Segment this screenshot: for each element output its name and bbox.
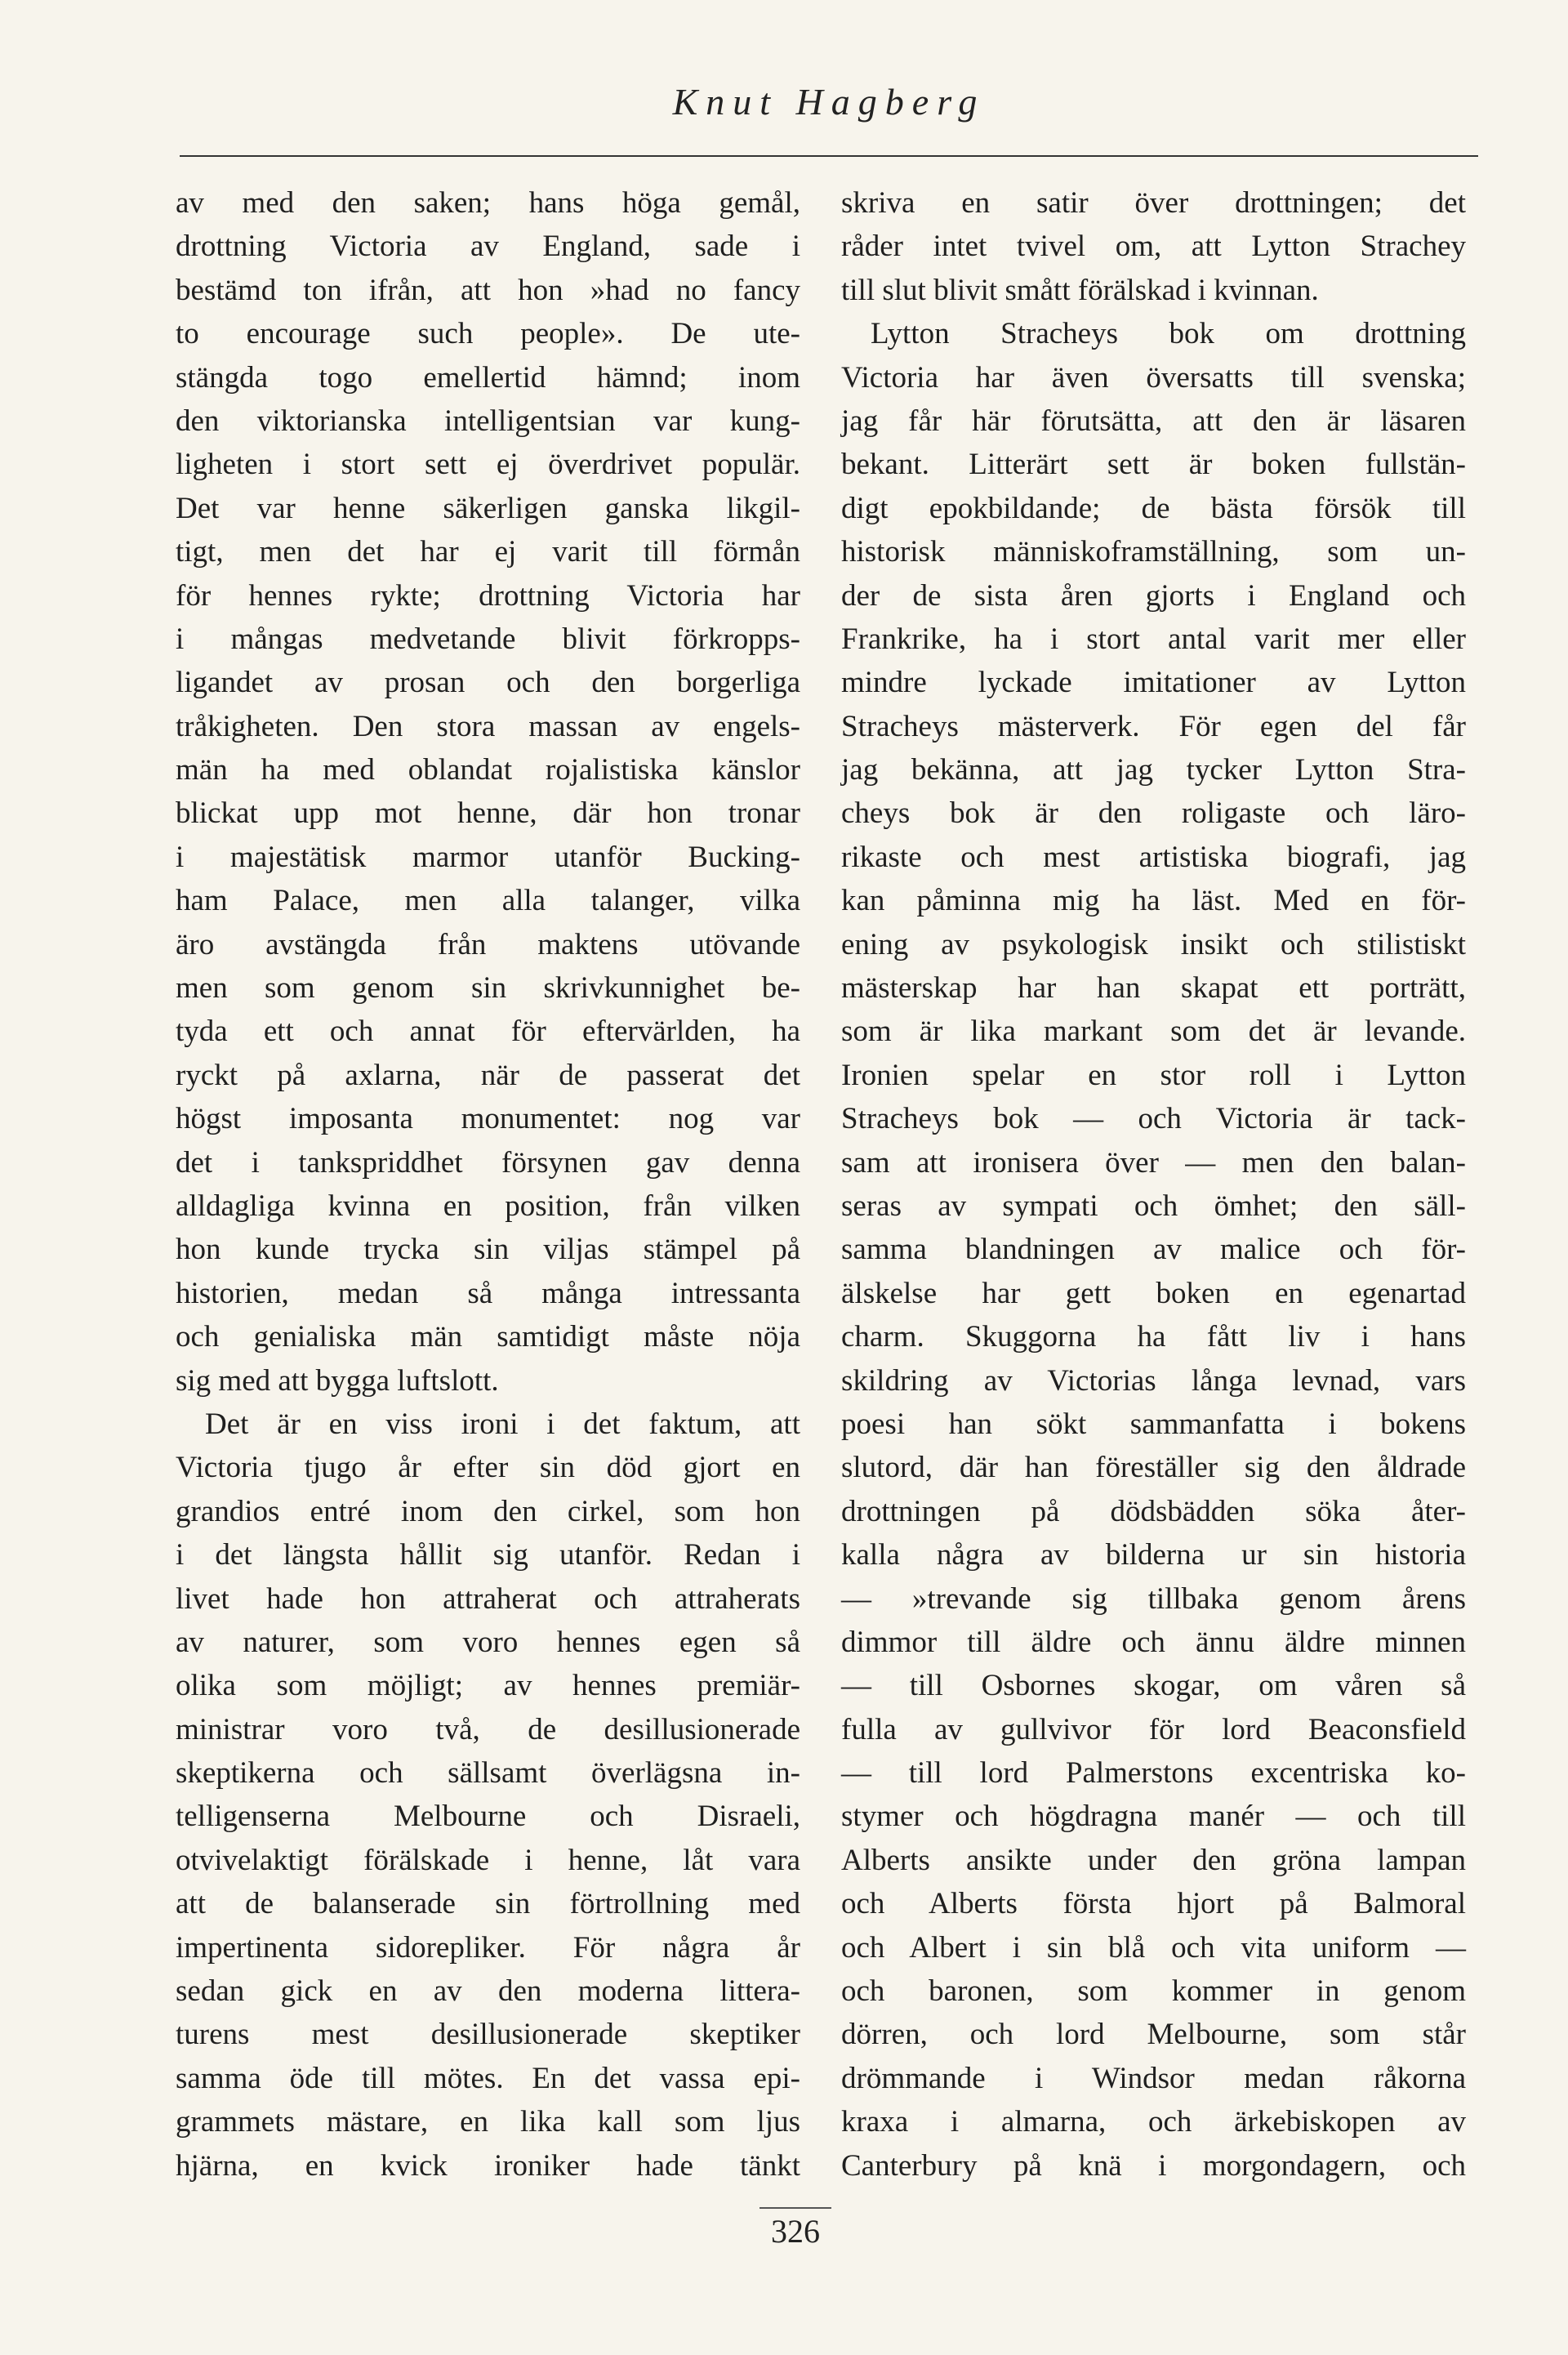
text-line: att de balanserade sin förtrollning med [176, 1887, 800, 1921]
text-line: Stracheys bok — och Victoria är tack- [841, 1102, 1466, 1136]
text-line: livet hade hon attraherat och attraherats [176, 1581, 800, 1616]
text-line: otvivelaktigt förälskade i henne, låt vara [176, 1843, 800, 1877]
text-line: Victoria har även översatts till svenska; [841, 360, 1466, 395]
text-line: skriva en satir över drottningen; det [841, 186, 1466, 220]
page-number-footer [0, 2207, 1568, 2250]
text-line: — »trevande sig tillbaka genom årens [841, 1581, 1466, 1616]
running-title: Knut Hagberg [672, 81, 986, 123]
text-line: och Alberts första hjort på Balmoral [841, 1887, 1466, 1921]
text-line: sam att ironisera över — men den balan- [841, 1145, 1466, 1180]
text-line: der de sista åren gjorts i England och [841, 578, 1466, 613]
text-line: drömmande i Windsor medan råkorna [841, 2061, 1466, 2095]
text-line: impertinenta sidorepliker. För några år [176, 1930, 800, 1965]
text-line: i majestätisk marmor utanför Bucking- [176, 840, 800, 874]
text-line: rikaste och mest artistiska biografi, jag [841, 840, 1466, 874]
text-line: ligandet av prosan och den borgerliga [176, 666, 800, 700]
text-line: poesi han sökt sammanfatta i bokens [841, 1407, 1466, 1441]
text-line: samma blandningen av malice och för- [841, 1233, 1466, 1267]
text-line: historisk människoframställning, som un- [841, 535, 1466, 569]
text-line: Ironien spelar en stor roll i Lytton [841, 1058, 1466, 1092]
text-line: — till lord Palmerstons excentriska ko- [841, 1756, 1466, 1791]
text-line: telligenserna Melbourne och Disraeli, [176, 1800, 800, 1834]
paragraph-end-line: sig med att bygga luftslott. [176, 1363, 499, 1398]
text-line: olika som möjligt; av hennes premiär- [176, 1669, 800, 1703]
text-line: Frankrike, ha i stort antal varit mer eller [841, 622, 1466, 656]
text-line: bekant. Litterärt sett är boken fullstän- [841, 448, 1466, 482]
text-line: mästerskap har han skapat ett porträtt, [841, 971, 1466, 1006]
text-line: blickat upp mot henne, där hon tronar [176, 796, 800, 831]
text-line: skildring av Victorias långa levnad, vars [841, 1363, 1466, 1398]
text-line: den viktorianska intelligentsian var kung- [176, 404, 800, 438]
right-column [841, 181, 1466, 2188]
text-line: grandios entré inom den cirkel, som hon [176, 1494, 800, 1528]
text-line: kalla några av bilderna ur sin historia [841, 1538, 1466, 1572]
text-line: älskelse har gett boken en egenartad [841, 1276, 1466, 1310]
page-header [180, 65, 1478, 157]
text-line: stängda togo emellertid hämnd; inom [176, 360, 800, 395]
text-line: Alberts ansikte under den gröna lampan [841, 1843, 1466, 1877]
text-line: som är lika markant som det är levande. [841, 1015, 1466, 1049]
text-line: skeptikerna och sällsamt överlägsna in- [176, 1756, 800, 1791]
text-line: av naturer, som voro hennes egen så [176, 1625, 800, 1659]
text-line: Victoria tjugo år efter sin död gjort en [176, 1451, 800, 1485]
text-line: ryckt på axlarna, när de passerat det [176, 1058, 800, 1092]
text-line: dimmor till äldre och ännu äldre minnen [841, 1625, 1466, 1659]
left-column [176, 181, 800, 2188]
paragraph-start-line: Lytton Stracheys bok om drottning [871, 317, 1466, 351]
text-line: drottningen på dödsbädden söka åter- [841, 1494, 1466, 1528]
text-line: och Albert i sin blå och vita uniform — [841, 1930, 1466, 1965]
text-line: historien, medan så många intressanta [176, 1276, 800, 1310]
text-line: hon kunde trycka sin viljas stämpel på [176, 1233, 800, 1267]
page-number: 326 [760, 2207, 831, 2250]
text-line: män ha med oblandat rojalistiska känslor [176, 753, 800, 787]
text-line: ministrar voro två, de desillusionerade [176, 1712, 800, 1746]
text-line: to encourage such people». De ute- [176, 317, 800, 351]
text-line: — till Osbornes skogar, om våren så [841, 1669, 1466, 1703]
text-line: i det längsta hållit sig utanför. Redan i [176, 1538, 800, 1572]
text-line: men som genom sin skrivkunnighet be- [176, 971, 800, 1006]
text-line: råder intet tvivel om, att Lytton Strachey [841, 230, 1466, 264]
text-line: dörren, och lord Melbourne, som står [841, 2018, 1466, 2052]
text-line: sedan gick en av den moderna littera- [176, 1974, 800, 2009]
text-line: Det var henne säkerligen ganska likgil- [176, 491, 800, 525]
text-line: och baronen, som kommer in genom [841, 1974, 1466, 2009]
text-line: tigt, men det har ej varit till förmån [176, 535, 800, 569]
text-line: slutord, där han föreställer sig den åldrade [841, 1451, 1466, 1485]
text-line: Canterbury på knä i morgondagern, och [841, 2148, 1466, 2183]
text-line: stymer och högdragna manér — och till [841, 1800, 1466, 1834]
text-line: Stracheys mästerverk. För egen del får [841, 709, 1466, 743]
text-line: fulla av gullvivor för lord Beaconsfield [841, 1712, 1466, 1746]
text-line: seras av sympati och ömhet; den säll- [841, 1189, 1466, 1223]
paragraph-end-line: till slut blivit smått förälskad i kvinnan. [841, 273, 1319, 307]
text-line: turens mest desillusionerade skeptiker [176, 2018, 800, 2052]
text-line: för hennes rykte; drottning Victoria har [176, 578, 800, 613]
paragraph-start-line: Det är en viss ironi i det faktum, att [205, 1407, 800, 1441]
text-line: kraxa i almarna, och ärkebiskopen av [841, 2105, 1466, 2139]
text-line: jag får här förutsätta, att den är läsaren [841, 404, 1466, 438]
text-line: tråkigheten. Den stora massan av engels- [176, 709, 800, 743]
text-line: ening av psykologisk insikt och stilistiskt [841, 927, 1466, 961]
text-line: högst imposanta monumentet: nog var [176, 1102, 800, 1136]
text-line: och genialiska män samtidigt måste nöja [176, 1320, 800, 1354]
text-line: ligheten i stort sett ej överdrivet populär. [176, 448, 800, 482]
text-line: av med den saken; hans höga gemål, [176, 186, 800, 220]
text-line: hjärna, en kvick ironiker hade tänkt [176, 2148, 800, 2183]
text-line: charm. Skuggorna ha fått liv i hans [841, 1320, 1466, 1354]
text-line: bestämd ton ifrån, att hon »had no fancy [176, 273, 800, 307]
text-line: cheys bok är den roligaste och läro- [841, 796, 1466, 831]
text-line: samma öde till mötes. En det vassa epi- [176, 2061, 800, 2095]
text-line: grammets mästare, en lika kall som ljus [176, 2105, 800, 2139]
text-line: ham Palace, men alla talanger, vilka [176, 884, 800, 918]
text-line: tyda ett och annat för eftervärlden, ha [176, 1015, 800, 1049]
text-line: alldagliga kvinna en position, från vilken [176, 1189, 800, 1223]
text-line: i mångas medvetande blivit förkropps- [176, 622, 800, 656]
text-line: mindre lyckade imitationer av Lytton [841, 666, 1466, 700]
text-line: det i tankspriddhet försynen gav denna [176, 1145, 800, 1180]
text-line: digt epokbildande; de bästa försök till [841, 491, 1466, 525]
text-line: jag bekänna, att jag tycker Lytton Stra- [841, 753, 1466, 787]
text-line: kan påminna mig ha läst. Med en för- [841, 884, 1466, 918]
text-line: drottning Victoria av England, sade i [176, 230, 800, 264]
text-line: äro avstängda från maktens utövande [176, 927, 800, 961]
